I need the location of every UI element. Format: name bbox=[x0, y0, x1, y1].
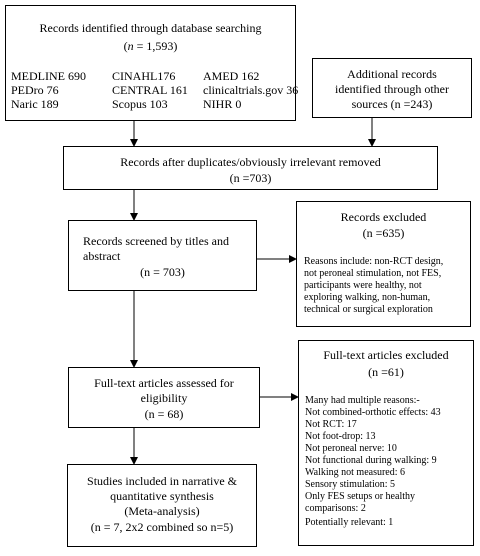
fulltext-excluded-count: (n =61) bbox=[368, 365, 404, 379]
additional-line3: sources (n =243) bbox=[351, 97, 433, 111]
included-line3: (Meta-analysis) bbox=[124, 504, 200, 518]
identification-box bbox=[5, 5, 299, 121]
fulltext-excluded-box bbox=[298, 340, 474, 546]
included-line4: (n = 7, 2x2 combined so n=5) bbox=[90, 520, 234, 534]
database-central: CENTRAL 161 bbox=[112, 83, 188, 97]
additional-records-box bbox=[312, 58, 472, 118]
database-medline: MEDLINE 690 bbox=[11, 69, 86, 83]
fulltext-excluded-reason: Not RCT: 17 bbox=[305, 419, 357, 430]
included-studies-box bbox=[67, 464, 257, 547]
included-line1: Studies included in narrative & bbox=[87, 474, 237, 488]
fulltext-line2: eligibility bbox=[140, 391, 188, 405]
database-scopus: Scopus 103 bbox=[112, 97, 168, 111]
fulltext-excluded-reason: Potentially relevant: 1 bbox=[305, 517, 394, 528]
screened-count: (n = 703) bbox=[140, 265, 185, 279]
excluded-title: Records excluded bbox=[340, 210, 427, 224]
excluded-count: (n =635) bbox=[362, 226, 405, 240]
identification-count: (n = 1,593) bbox=[123, 39, 178, 53]
fulltext-excluded-reason: Only FES setups or healthy bbox=[305, 491, 415, 502]
database-clinicaltrials: clinicaltrials.gov 36 bbox=[203, 83, 299, 97]
database-pedro: PEDro 76 bbox=[11, 83, 59, 97]
fulltext-excluded-reason: Not combined-orthotic effects: 43 bbox=[305, 407, 441, 418]
database-nihr: NIHR 0 bbox=[203, 97, 242, 111]
duplicates-line1: Records after duplicates/obviously irrelevant removed bbox=[120, 155, 381, 169]
included-line2: quantitative synthesis bbox=[110, 489, 214, 503]
fulltext-excluded-reason: Walking not measured: 6 bbox=[305, 467, 406, 478]
additional-line2: identified through other bbox=[335, 82, 449, 96]
fulltext-excluded-title: Full-text articles excluded bbox=[323, 348, 449, 362]
fulltext-excluded-reason: Sensory stimulation: 5 bbox=[305, 479, 395, 490]
excluded-reason: participants were healthy, not bbox=[304, 280, 422, 291]
excluded-reason: not peroneal stimulation, not FES, bbox=[304, 268, 442, 279]
excluded-reason: technical or surgical exploration bbox=[304, 304, 433, 315]
database-amed: AMED 162 bbox=[203, 69, 260, 83]
fulltext-line1: Full-text articles assessed for bbox=[94, 376, 234, 390]
excluded-reason: exploring walking, non-human, bbox=[304, 292, 431, 303]
additional-line1: Additional records bbox=[347, 67, 437, 81]
screened-line2: abstract bbox=[83, 249, 121, 263]
database-cinahl: CINAHL176 bbox=[112, 69, 176, 83]
screened-box bbox=[68, 220, 257, 291]
duplicates-count: (n =703) bbox=[229, 171, 272, 185]
fulltext-excluded-reason: Many had multiple reasons:- bbox=[305, 395, 420, 406]
fulltext-count: (n = 68) bbox=[144, 407, 184, 421]
fulltext-excluded-reason: Not foot-drop: 13 bbox=[305, 431, 376, 442]
screened-line1: Records screened by titles and bbox=[83, 234, 229, 248]
records-excluded-box bbox=[296, 201, 471, 327]
fulltext-assessed-box bbox=[68, 367, 260, 428]
fulltext-excluded-reason: Not functional during walking: 9 bbox=[305, 455, 437, 466]
fulltext-excluded-reason: Not peroneal nerve: 10 bbox=[305, 443, 397, 454]
excluded-reason: Reasons include: non-RCT design, bbox=[304, 256, 444, 267]
database-naric: Naric 189 bbox=[11, 97, 59, 111]
duplicates-removed-box bbox=[63, 146, 438, 190]
fulltext-excluded-reason: comparisons: 2 bbox=[305, 503, 366, 514]
identification-title: Records identified through database searching bbox=[39, 21, 262, 35]
